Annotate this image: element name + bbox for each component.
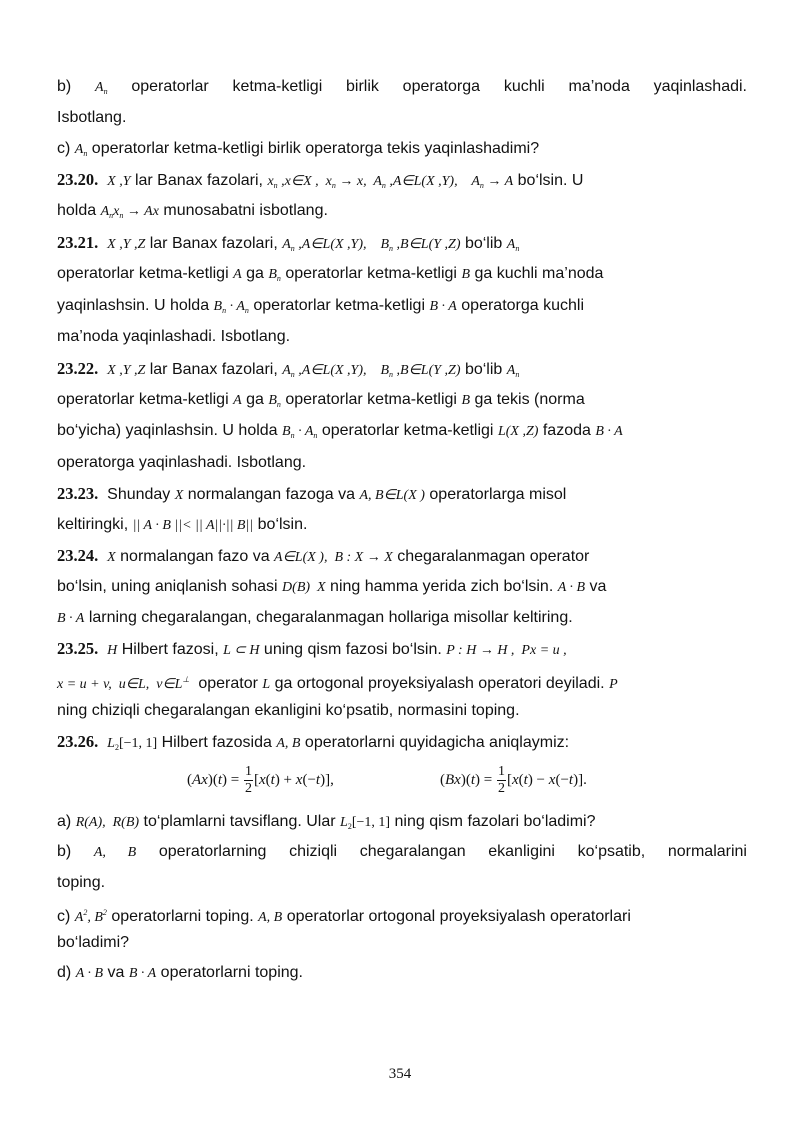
text-line: B · A larning chegaralangan, chegaralanmagan hollariga misollar keltiring. bbox=[57, 609, 573, 626]
math-expr: A, B bbox=[258, 910, 283, 925]
math-expr: $B_n$ bbox=[268, 267, 281, 283]
text-line: c) $A^2$, $B^2$ operatorlarni toping. A, B operatorlar ortogonal proyeksiyalash operatorlari bbox=[57, 908, 631, 925]
display-formula bbox=[0, 756, 800, 808]
math-expr: D(B) X bbox=[282, 580, 326, 595]
text-line: ma’noda yaqinlashadi. Isbotlang. bbox=[57, 328, 291, 345]
math-expr: $A_n$ bbox=[506, 363, 520, 379]
math-expr: || A · B ||< || A||·|| B|| bbox=[132, 518, 254, 533]
text-line: ning chiziqli chegaralangan ekanligini ko‘psatib, normasini toping. bbox=[57, 702, 520, 719]
math-expr: B · A bbox=[57, 611, 85, 626]
math-expr: B · A bbox=[595, 424, 623, 439]
math-expr: P : H → H , Px = u , bbox=[446, 643, 567, 658]
exercise-number: 23.25. bbox=[57, 639, 99, 658]
text-line: yaqinlashsin. U holda $B_n \cdot A_n$ operatorlar ketma-ketligi B · A operatorga kuchli bbox=[57, 297, 585, 315]
exercise-number: 23.24. bbox=[57, 546, 99, 565]
math-expr: $L_2[-1$, 1] bbox=[107, 736, 158, 752]
exercise-line: 23.22. X ,Y ,Z lar Banax fazolari, $A_n$ ,A∈L(X ,Y), $B_n$ ,B∈L(Y ,Z) bo‘lib $A_n$ bbox=[57, 359, 520, 379]
math-expr: X ,Y ,Z bbox=[107, 237, 146, 252]
math-expr: $B_n \cdot A_n$ bbox=[213, 299, 249, 315]
exercise-number: 23.22. bbox=[57, 359, 99, 378]
math-expr: B · A bbox=[128, 966, 157, 981]
math-expr: R(A), R(B) bbox=[75, 815, 140, 830]
exercise-line: 23.25. H Hilbert fazosi, L ⊂ H uning qism fazosi bo‘lsin. P : H → H , Px = u , bbox=[57, 639, 567, 658]
page-number: 354 bbox=[388, 1066, 412, 1082]
exercise-line: 23.21. X ,Y ,Z lar Banax fazolari, $A_n$ ,A∈L(X ,Y), $B_n$ ,B∈L(Y ,Z) bo‘lib $A_n$ bbox=[57, 233, 520, 253]
text-line: keltiringki, || A · B ||< || A||·|| B|| bo‘lsin. bbox=[57, 516, 308, 533]
text-line: operatorga yaqinlashadi. Isbotlang. bbox=[57, 454, 307, 471]
text-line: bo‘yicha) yaqinlashsin. U holda $B_n \cdot A_n$ operatorlar ketma-ketligi L(X ,Z) fazoda B · A bbox=[57, 422, 623, 440]
text-line: Isbotlang. bbox=[57, 109, 127, 126]
math-expr: X bbox=[107, 550, 116, 565]
math-expr: $A_n$ bbox=[95, 80, 108, 96]
text-line: holda $A_nx_n \to Ax$ munosabatni isbotlang. bbox=[57, 202, 328, 220]
math-expr: X bbox=[174, 488, 184, 503]
text-line: bo‘ladimi? bbox=[57, 934, 130, 951]
text-line: toping. bbox=[57, 874, 106, 891]
text-line: operatorlar ketma-ketligi A ga $B_n$ operatorlar ketma-ketligi B ga kuchli ma’noda bbox=[57, 265, 604, 283]
math-expr: H bbox=[107, 643, 118, 658]
math-expr: $A_n$ bbox=[74, 142, 88, 158]
exercise-number: 23.21. bbox=[57, 233, 99, 252]
math-expr: A · B bbox=[75, 966, 104, 981]
math-expr: X ,Y ,Z bbox=[107, 363, 146, 378]
exercise-number: 23.26. bbox=[57, 732, 99, 751]
exercise-number: 23.23. bbox=[57, 484, 99, 503]
text-line: a) R(A), R(B) to‘plamlarni tavsiflang. Ular $L_2[-1$, 1] ning qism fazolari bo‘ladimi? bbox=[57, 813, 596, 831]
formula-B: (Bx)(t) = $\frac{1}{2}$ [x(t) − x(−t)]. bbox=[440, 764, 587, 796]
math-expr: A, B∈L(X ) bbox=[359, 488, 425, 503]
math-expr: $L_2[-1$, 1] bbox=[340, 815, 391, 831]
math-expr: A, B bbox=[276, 736, 301, 751]
math-expr: P bbox=[609, 677, 618, 692]
math-expr: A bbox=[233, 393, 242, 408]
exercise-number: 23.20. bbox=[57, 170, 99, 189]
text-line: bo‘lsin, uning aniqlanish sohasi D(B) X ning hamma yerida zich bo‘lsin. A · B va bbox=[57, 578, 607, 595]
exercise-line: 23.20. X ,Y lar Banax fazolari, $x_n$ ,x∈X , $x_n \to x$, $A_n$ ,A∈L(X ,Y), $A_n \to A$ bo‘lsin. U bbox=[57, 170, 584, 190]
math-expr: L ⊂ H bbox=[223, 643, 260, 658]
text-line: operatorlar ketma-ketligi A ga $B_n$ operatorlar ketma-ketligi B ga tekis (norma bbox=[57, 391, 585, 409]
math-expr: B bbox=[461, 267, 470, 282]
math-expr: $x_n$ ,x∈X , $x_n \to x$, $A_n$ ,A∈L(X ,Y), $A_n \to A$ bbox=[267, 174, 514, 190]
exercise-line: 23.26. $L_2[-1$, 1] Hilbert fazosida A, B operatorlarni quyidagicha aniqlaymiz: bbox=[57, 732, 570, 752]
math-expr: A∈L(X ), B : X → X bbox=[274, 550, 393, 565]
text-line: c) $A_n$ operatorlar ketma-ketligi birlik operatorga tekis yaqinlashadimi? bbox=[57, 140, 540, 158]
math-expr: $A_nx_n \to Ax$ bbox=[100, 204, 159, 220]
math-expr: $B_n \cdot A_n$ bbox=[282, 424, 318, 440]
math-expr: x = u + v, u∈L, v∈L⊥ bbox=[57, 675, 190, 692]
math-expr: X ,Y bbox=[107, 174, 131, 189]
math-expr: L(X ,Z) bbox=[497, 424, 539, 439]
exercise-line: 23.24. X normalangan fazo va A∈L(X ), B : X → X chegaralanmagan operator bbox=[57, 546, 590, 565]
math-expr: $A^2$, $B^2$ bbox=[74, 908, 107, 925]
text-line: b) A, B operatorlarning chiziqli chegaralangan ekanligini ko‘psatib, normalarini bbox=[57, 843, 747, 860]
exercise-line: 23.23. Shunday X normalangan fazoga va A, B∈L(X ) operatorlarga misol bbox=[57, 484, 567, 503]
text-line: d) A · B va B · A operatorlarni toping. bbox=[57, 964, 303, 981]
math-expr: B · A bbox=[429, 299, 457, 314]
math-expr: A, B bbox=[93, 845, 137, 860]
math-expr: $A_n$ ,A∈L(X ,Y), $B_n$ ,B∈L(Y ,Z) bbox=[282, 363, 461, 379]
math-expr: $A_n$ bbox=[506, 237, 520, 253]
text-line: b) $A_n$ operatorlar ketma-ketligi birlik operatorga kuchli ma’noda yaqinlashadi. bbox=[57, 78, 748, 96]
math-expr: $B_n$ bbox=[268, 393, 281, 409]
math-expr: $A_n$ ,A∈L(X ,Y), $B_n$ ,B∈L(Y ,Z) bbox=[282, 237, 461, 253]
math-expr: L bbox=[262, 677, 271, 692]
formula-A: (Ax)(t) = $\frac{1}{2}$ [x(t) + x(−t)], bbox=[187, 764, 334, 796]
math-expr: B bbox=[461, 393, 470, 408]
math-expr: A bbox=[233, 267, 242, 282]
math-expr: A · B bbox=[557, 580, 586, 595]
text-line: x = u + v, u∈L, v∈L⊥ operator L ga ortogonal proyeksiyalash operatori deyiladi. P bbox=[57, 675, 618, 692]
